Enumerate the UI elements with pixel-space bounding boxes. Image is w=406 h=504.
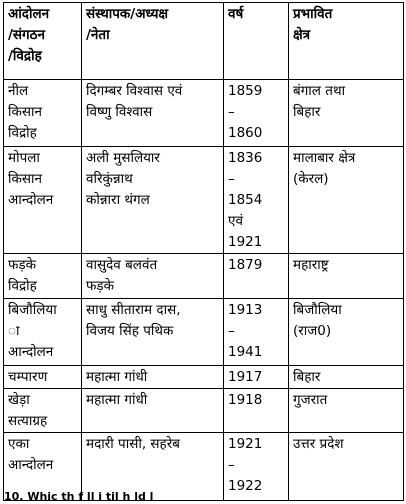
header-row: [4, 3, 404, 80]
cell-year: 1917: [224, 366, 289, 389]
cell-year: 1913 – 1941: [224, 299, 289, 366]
header-year: वर्ष: [224, 3, 289, 80]
cell-region: बिहार: [289, 366, 404, 389]
cell-region: उत्तर प्रदेश: [289, 433, 404, 501]
cell-founder: महात्मा गांधी: [82, 366, 224, 389]
cell-founder: साधु सीताराम दास, विजय सिंह पथिक: [82, 299, 224, 366]
table-row: [4, 80, 404, 147]
header-founder: संस्थापक/अध्यक्ष /नेता: [82, 3, 224, 80]
cell-founder: मदारी पासी, सहरेब: [82, 433, 224, 501]
cell-movement: एका आन्दोलन: [4, 433, 82, 501]
cell-movement: चम्पारण: [4, 366, 82, 389]
cell-movement: खेड़ा सत्याग्रह: [4, 389, 82, 433]
cell-movement: नील किसान विद्रोह: [4, 80, 82, 147]
table-row: [4, 147, 404, 254]
cell-region: बंगाल तथा बिहार: [289, 80, 404, 147]
table-row: [4, 299, 404, 366]
table-row: [4, 366, 404, 389]
table-row: [4, 254, 404, 299]
header-region: प्रभावित क्षेत्र: [289, 3, 404, 80]
cell-founder: अली मुसलियार वरिकुंन्नाथ कोन्नारा थंगल: [82, 147, 224, 254]
cell-movement: फड़के विद्रोह: [4, 254, 82, 299]
cell-region: मालाबार क्षेत्र (केरल): [289, 147, 404, 254]
cell-region: बिजौलिया (राज0): [289, 299, 404, 366]
cell-year: 1879: [224, 254, 289, 299]
cell-year: 1918: [224, 389, 289, 433]
cell-region: महाराष्ट्र: [289, 254, 404, 299]
cell-year: 1859 – 1860: [224, 80, 289, 147]
cell-movement: बिजौलिया ा आन्दोलन: [4, 299, 82, 366]
cell-movement: मोपला किसान आन्दोलन: [4, 147, 82, 254]
cell-founder: महात्मा गांधी: [82, 389, 224, 433]
cut-off-question-text: 10. Whic th f ll i til h ld l: [4, 490, 154, 503]
movements-table: [3, 2, 404, 501]
cell-founder: दिगम्बर विश्वास एवं विष्णु विश्वास: [82, 80, 224, 147]
table-row: [4, 389, 404, 433]
header-movement: आंदोलन /संगठन /विद्रोह: [4, 3, 82, 80]
cell-founder: वासुदेव बलवंत फड़के: [82, 254, 224, 299]
cell-year: 1921 – 1922: [224, 433, 289, 501]
cell-region: गुजरात: [289, 389, 404, 433]
cell-year: 1836 – 1854 एवं 1921: [224, 147, 289, 254]
